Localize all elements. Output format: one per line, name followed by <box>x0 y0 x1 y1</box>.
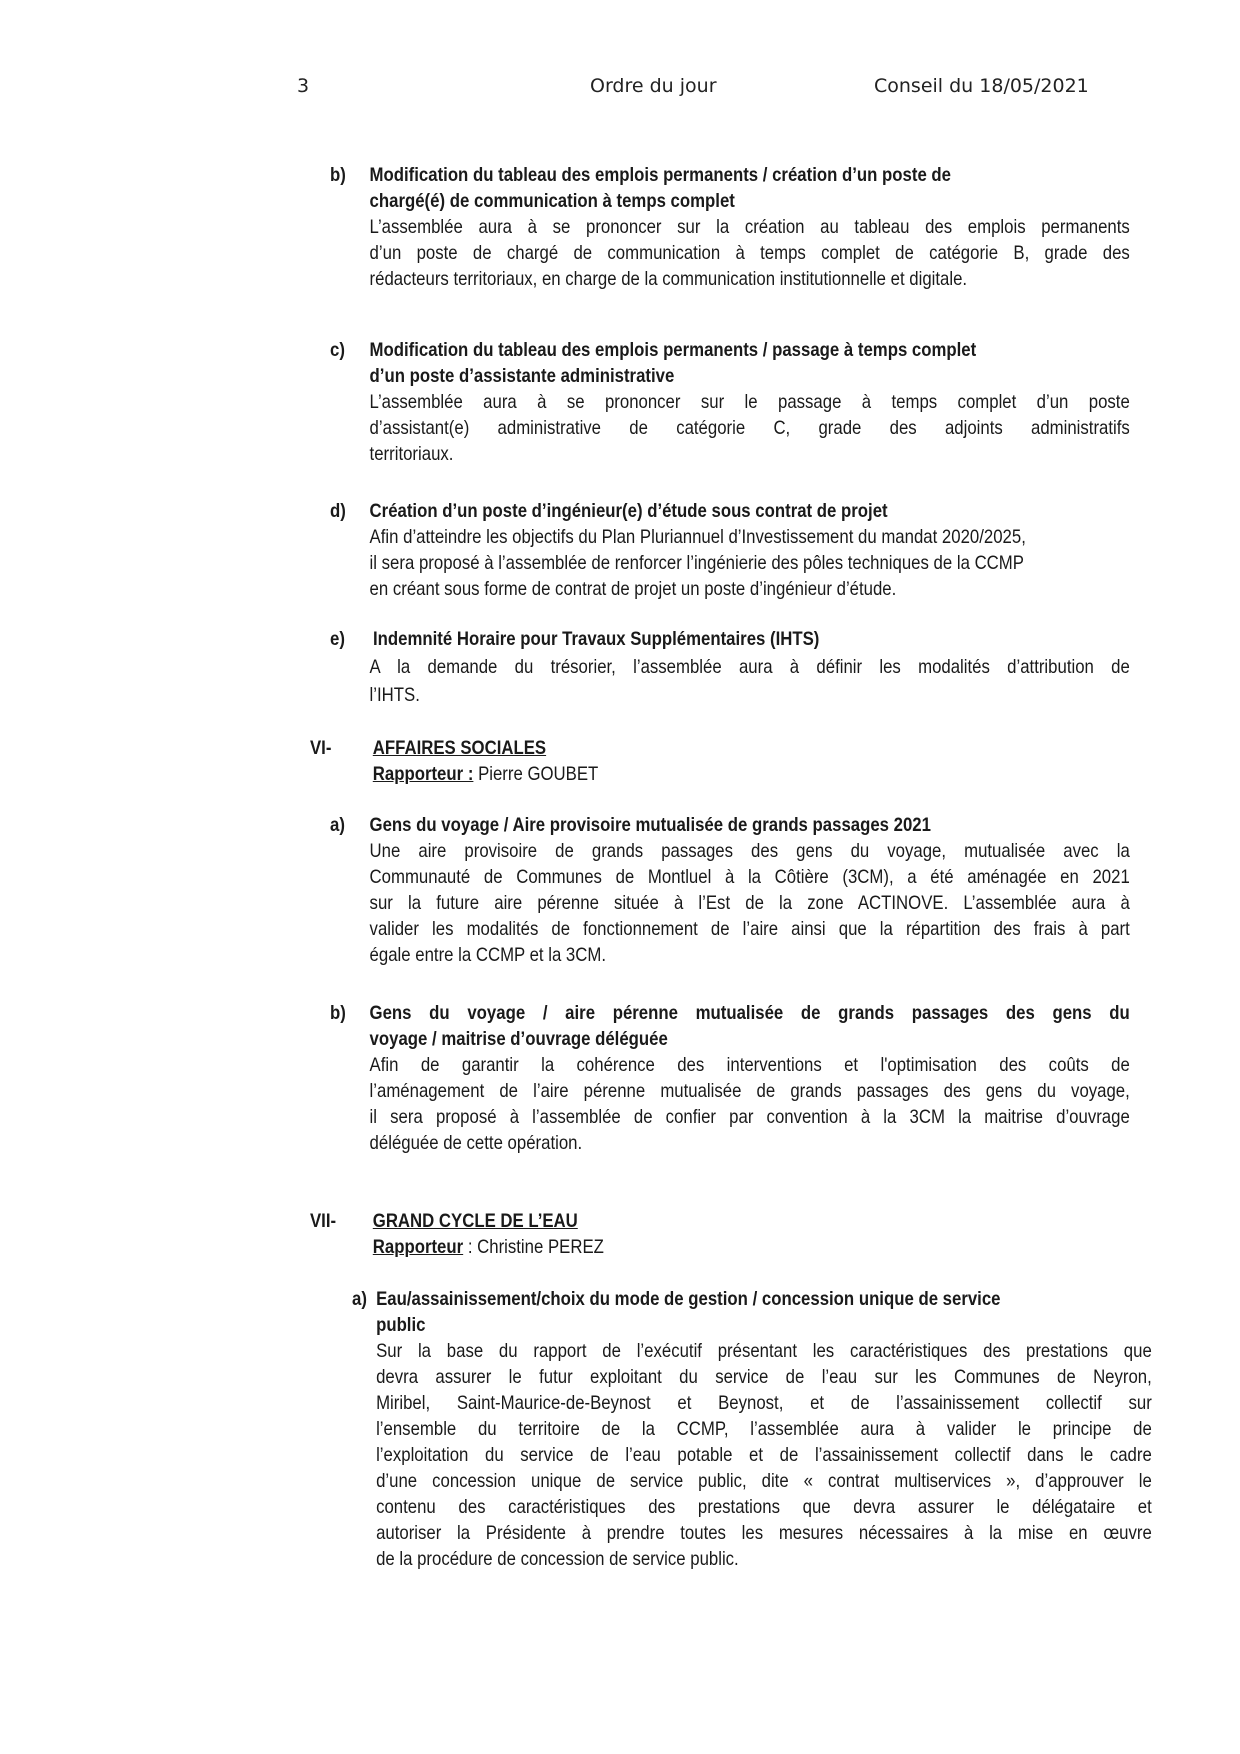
item-text-line: de la procédure de concession de service public. <box>376 1548 739 1570</box>
item-title-line: Eau/assainissement/choix du mode de gestion / concession unique de service <box>376 1288 1001 1310</box>
item-title-line: chargé(é) de communication à temps complet <box>369 190 735 212</box>
rapporteur-name: Pierre GOUBET <box>478 763 599 785</box>
section-rapporteur <box>373 761 1110 787</box>
item-text-line: égale entre la CCMP et la 3CM. <box>369 944 607 966</box>
item-text-line: il sera proposé à l’assemblée de confier par convention à la 3CM la maitrise d’ouvrage <box>369 1106 1130 1128</box>
item-title-line: Gens du voyage / aire pérenne mutualisée de grands passages des gens du <box>369 1002 1130 1024</box>
section-vi <box>310 735 1110 787</box>
item-text-line: d’un poste de chargé de communication à temps complet de catégorie B, grade des <box>369 242 1130 264</box>
agenda-item-v-b <box>330 162 1130 292</box>
item-title-line: d’un poste d’assistante administrative <box>369 365 675 387</box>
item-label: d) <box>330 500 346 522</box>
agenda-item-v-d <box>330 498 1130 602</box>
header-meeting-date: Conseil du 18/05/2021 <box>874 75 1089 97</box>
item-text-line: A la demande du trésorier, l’assemblée aura à définir les modalités d’attribution de <box>369 656 1130 678</box>
item-text-line: contenu des caractéristiques des prestations que devra assurer le délégataire et <box>376 1496 1152 1518</box>
item-text-line: déléguée de cette opération. <box>369 1132 583 1154</box>
item-title-line: Modification du tableau des emplois permanents / passage à temps complet <box>369 339 977 361</box>
agenda-item-vi-a <box>330 812 1130 968</box>
item-title-line: Création d’un poste d’ingénieur(e) d’étude sous contrat de projet <box>369 500 888 522</box>
item-text-line: d’une concession unique de service public, dite « contrat multiservices », d’approuver le <box>376 1470 1152 1492</box>
item-title <box>373 626 1130 652</box>
item-text-line: rédacteurs territoriaux, en charge de la communication institutionnelle et digitale. <box>369 268 968 290</box>
item-text-line: L’assemblée aura à se prononcer sur le passage à temps complet d’un poste <box>369 391 1130 413</box>
item-title <box>370 812 1130 838</box>
item-title <box>370 162 1130 214</box>
item-text-line: Miribel, Saint-Maurice-de-Beynost et Beynost, et de l’assainissement collectif sur <box>376 1392 1152 1414</box>
item-title <box>376 1286 1152 1338</box>
section-title: GRAND CYCLE DE L’EAU <box>372 1210 578 1232</box>
item-description <box>370 389 1130 467</box>
section-rapporteur <box>373 1234 1110 1260</box>
rapporteur-label: Rapporteur : <box>372 763 474 785</box>
item-text-line: Une aire provisoire de grands passages des gens du voyage, mutualisée avec la <box>369 840 1130 862</box>
item-description <box>370 838 1130 968</box>
item-text-line: l’IHTS. <box>369 684 420 706</box>
item-description <box>370 654 1130 708</box>
item-label: c) <box>330 339 345 361</box>
item-title-line: voyage / maitrise d’ouvrage déléguée <box>369 1028 668 1050</box>
agenda-item-vi-b <box>330 1000 1130 1156</box>
item-text-line: en créant sous forme de contrat de projet un poste d’ingénieur d’étude. <box>369 578 897 600</box>
rapporteur-name: : Christine PEREZ <box>467 1236 604 1258</box>
item-label: b) <box>330 164 346 186</box>
section-number: VII- <box>310 1210 337 1232</box>
item-text-line: Communauté de Communes de Montluel à la Côtière (3CM), a été aménagée en 2021 <box>369 866 1130 888</box>
item-title <box>370 1000 1130 1052</box>
item-title-line: Modification du tableau des emplois permanents / création d’un poste de <box>369 164 952 186</box>
item-text-line: valider les modalités de fonctionnement de l’aire ainsi que la répartition des frais à part <box>369 918 1130 940</box>
item-text-line: sur la future aire pérenne située à l’Est de la zone ACTINOVE. L’assemblée aura à <box>369 892 1130 914</box>
item-text-line: devra assurer le futur exploitant du service de l’eau sur les Communes de Neyron, <box>376 1366 1152 1388</box>
item-label: a) <box>352 1288 367 1310</box>
item-text-line: l’ensemble du territoire de la CCMP, l’assemblée aura à valider le principe de <box>376 1418 1152 1440</box>
item-description <box>370 214 1130 292</box>
header-title: Ordre du jour <box>590 75 717 97</box>
item-title-line: public <box>376 1314 426 1336</box>
item-description <box>370 1052 1130 1156</box>
agenda-item-v-c <box>330 337 1130 467</box>
item-title <box>370 498 1130 524</box>
item-text-line: territoriaux. <box>369 443 454 465</box>
item-description <box>376 1338 1152 1572</box>
item-text-line: il sera proposé à l’assemblée de renforcer l’ingénierie des pôles techniques de la CCMP <box>369 552 1024 574</box>
item-text-line: l’aménagement de l’aire pérenne mutualisée de grands passages des gens du voyage, <box>369 1080 1130 1102</box>
item-text-line: d’assistant(e) administrative de catégorie C, grade des adjoints administratifs <box>369 417 1130 439</box>
item-text-line: autoriser la Présidente à prendre toutes les mesures nécessaires à la mise en œuvre <box>376 1522 1152 1544</box>
item-text-line: Afin d’atteindre les objectifs du Plan Pluriannuel d’Investissement du mandat 2020/2025, <box>369 526 1026 548</box>
agenda-item-v-e <box>330 626 1130 708</box>
item-text-line: Afin de garantir la cohérence des interventions et l'optimisation des coûts de <box>369 1054 1130 1076</box>
agenda-item-vii-a <box>352 1286 1152 1572</box>
item-title-line: Gens du voyage / Aire provisoire mutualisée de grands passages 2021 <box>369 814 931 836</box>
item-label: a) <box>330 814 345 836</box>
item-text-line: L’assemblée aura à se prononcer sur la création au tableau des emplois permanents <box>369 216 1130 238</box>
item-label: e) <box>330 628 345 650</box>
section-title: AFFAIRES SOCIALES <box>372 737 547 759</box>
item-title <box>370 337 1130 389</box>
item-label: b) <box>330 1002 346 1024</box>
item-title-line: Indemnité Horaire pour Travaux Supplémentaires (IHTS) <box>373 628 820 650</box>
section-vii <box>310 1208 1110 1260</box>
item-text-line: Sur la base du rapport de l’exécutif présentant les caractéristiques des prestations que <box>376 1340 1152 1362</box>
page-number: 3 <box>297 75 310 97</box>
rapporteur-label: Rapporteur <box>372 1236 464 1258</box>
item-description <box>370 524 1130 602</box>
item-text-line: l’exploitation du service de l’eau potable et de l’assainissement collectif dans le cadre <box>376 1444 1152 1466</box>
section-number: VI- <box>310 737 332 759</box>
